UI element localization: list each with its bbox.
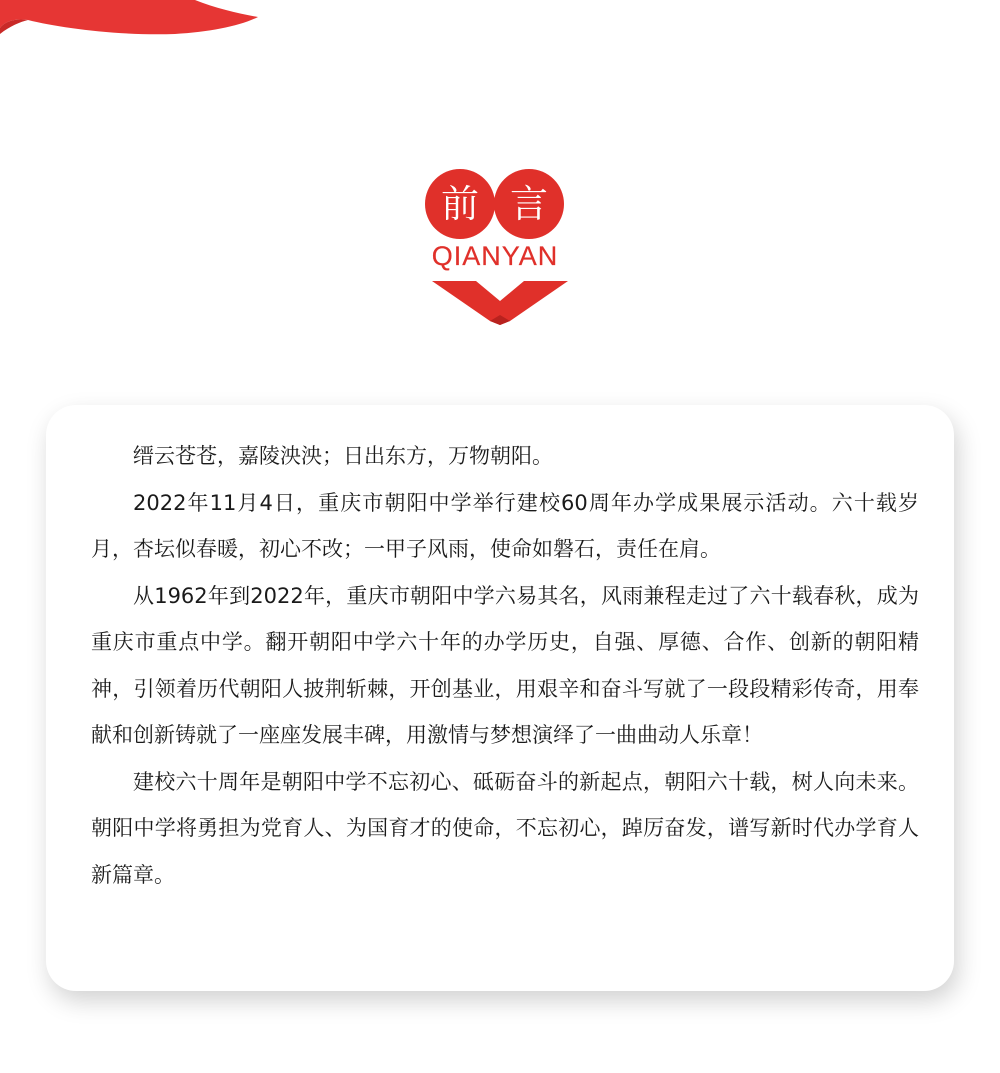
- paragraph: 2022年11月4日，重庆市朝阳中学举行建校60周年办学成果展示活动。六十载岁月，杏坛似春暖，初心不改；一甲子风雨，使命如磐石，责任在肩。: [91, 490, 919, 561]
- paragraph: 建校六十周年是朝阳中学不忘初心、砥砺奋斗的新起点，朝阳六十载，树人向未来。朝阳中学将勇担为党育人、为国育才的使命，不忘初心，踔厉奋发，谱写新时代办学育人新篇章。: [91, 769, 919, 887]
- preface-text: [91, 433, 919, 898]
- section-title-badge: [420, 165, 580, 330]
- preface-card: [46, 405, 954, 991]
- paragraph: 从1962年到2022年，重庆市朝阳中学六易其名，风雨兼程走过了六十载春秋，成为重庆市重点中学。翻开朝阳中学六十年的办学历史，自强、厚德、合作、创新的朝阳精神，引领着历代朝阳人披荆斩棘，开创基业，用艰辛和奋斗写就了一段段精彩传奇，用奉献和创新铸就了一座座发展丰碑，用激情与梦想演绎了一曲曲动人乐章！: [91, 583, 919, 747]
- paragraph: 缙云苍苍，嘉陵泱泱；日出东方，万物朝阳。: [133, 444, 553, 468]
- title-latin: QIANYAN: [431, 241, 559, 271]
- title-char-qian: 前: [440, 182, 479, 226]
- chevron-down-icon: [432, 281, 568, 325]
- title-char-circle: [425, 169, 495, 239]
- title-char-circle: [494, 169, 564, 239]
- title-char-yan: 言: [509, 182, 548, 226]
- ribbon-decoration-icon: [0, 0, 270, 60]
